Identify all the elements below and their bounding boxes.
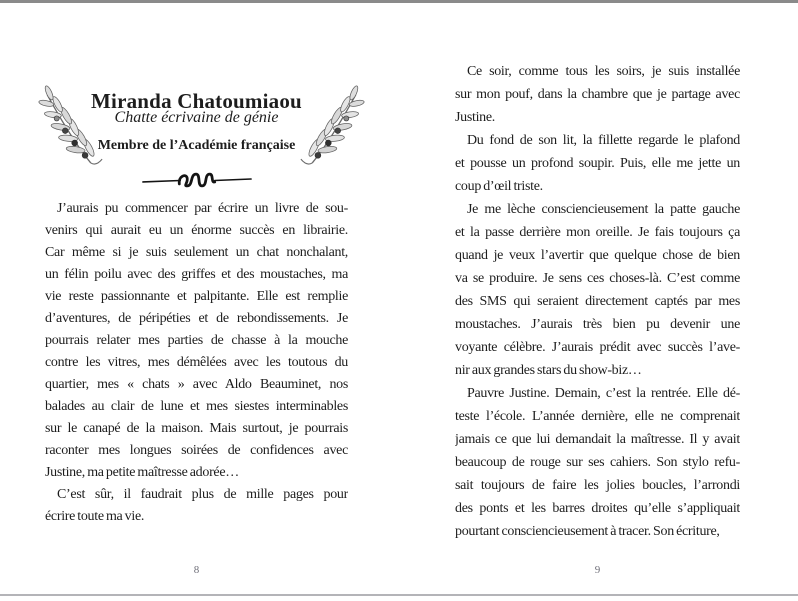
text-line: raconter mes longues soirées de confidences avec (45, 443, 348, 458)
text-line: Justine. (455, 110, 495, 125)
text-line: et la passe derrière mon oreille. Je fais toujours ça (455, 225, 740, 240)
text-line: un félin poilu avec des griffes et des moustaches, ma (45, 267, 348, 282)
text-line: balades au clair de lune et mes siestes interminables (45, 399, 348, 414)
text-line: venirs qui aurait eu un énorme succès en librairie. (45, 223, 348, 238)
text-line: d’aventures, de péripéties et de rebondissements. Je (45, 311, 348, 326)
text-line: moustaches. J’aurais très bien pu devenir une (455, 317, 740, 332)
text-line: jamais ce que lui demandait la maîtresse. Il y avait (455, 432, 740, 447)
text-line: sait toujours de faire les jolies boucles, l’arrondi (455, 478, 740, 493)
text-line: écrire toute ma vie. (45, 509, 145, 524)
chapter-affiliation: Membre de l’Académie française (97, 138, 296, 153)
right-page-number: 9 (594, 564, 601, 576)
text-line: J’aurais pu commencer par écrire un livre de sou- (57, 201, 348, 216)
text-line: Justine, ma petite maîtresse adorée… (45, 465, 239, 480)
chapter-subtitle: Chatte écrivaine de génie (114, 109, 279, 126)
left-page-number: 8 (193, 564, 200, 576)
text-line: Pauvre Justine. Demain, c’est la rentrée. Elle dé- (467, 386, 740, 401)
right-page-text (455, 60, 740, 543)
text-line: Car même si je suis seulement un chat nonchalant, (45, 245, 348, 260)
text-line: Ce soir, comme tous les soirs, je suis installée (467, 64, 740, 79)
text-line: beaucoup de rouge sur ses cahiers. Son stylo refu- (455, 455, 740, 470)
text-line: quand je veux l’avertir que quelque chose de bien (455, 248, 740, 263)
text-line: contre les vitres, mes démêlées avec les toutous du (45, 355, 348, 370)
text-line: sur mon pouf, dans la chambre que je partage avec (455, 87, 740, 102)
text-line: Je me lèche consciencieusement la patte gauche (467, 202, 740, 217)
text-line: des ponts et les barres droites qu’elle s’appliquait (455, 501, 740, 516)
chapter-title: Miranda Chatoumiaou (91, 89, 302, 114)
text-line: des SMS qui seraient directement captés par mes (455, 294, 740, 309)
text-line: pourrais relater mes parties de chasse à la mouche (45, 333, 348, 348)
text-line: pourtant consciencieusement à tracer. Son écriture, (455, 524, 720, 539)
text-line: coup d’œil triste. (455, 179, 543, 194)
text-line: quartier, mes « chats » avec Aldo Beauminet, nos (45, 377, 348, 392)
text-line: et pousse un profond soupir. Puis, elle me jette un (455, 156, 740, 171)
left-page-text (45, 198, 348, 528)
text-line: voyante célèbre. J’aurais prédit avec succès l’ave- (455, 340, 740, 355)
page-left (45, 0, 348, 601)
text-line: va se produire. Je sens ces choses-là. C’est comme (455, 271, 740, 286)
text-line: nir aux grandes stars du show-biz… (455, 363, 642, 378)
text-line: teste l’école. L’année dernière, elle ne comprenait (455, 409, 740, 424)
text-line: C’est sûr, il faudrait plus de mille pages pour (57, 487, 348, 502)
text-line: vie reste passionnante et palpitante. Elle est remplie (45, 289, 348, 304)
squiggle-divider-icon (45, 169, 348, 196)
page-right (455, 0, 740, 601)
text-line: sur le canapé de la maison. Mais surtout, je pourrais (45, 421, 348, 436)
text-line: Du fond de son lit, la fillette regarde le plafond (467, 133, 740, 148)
